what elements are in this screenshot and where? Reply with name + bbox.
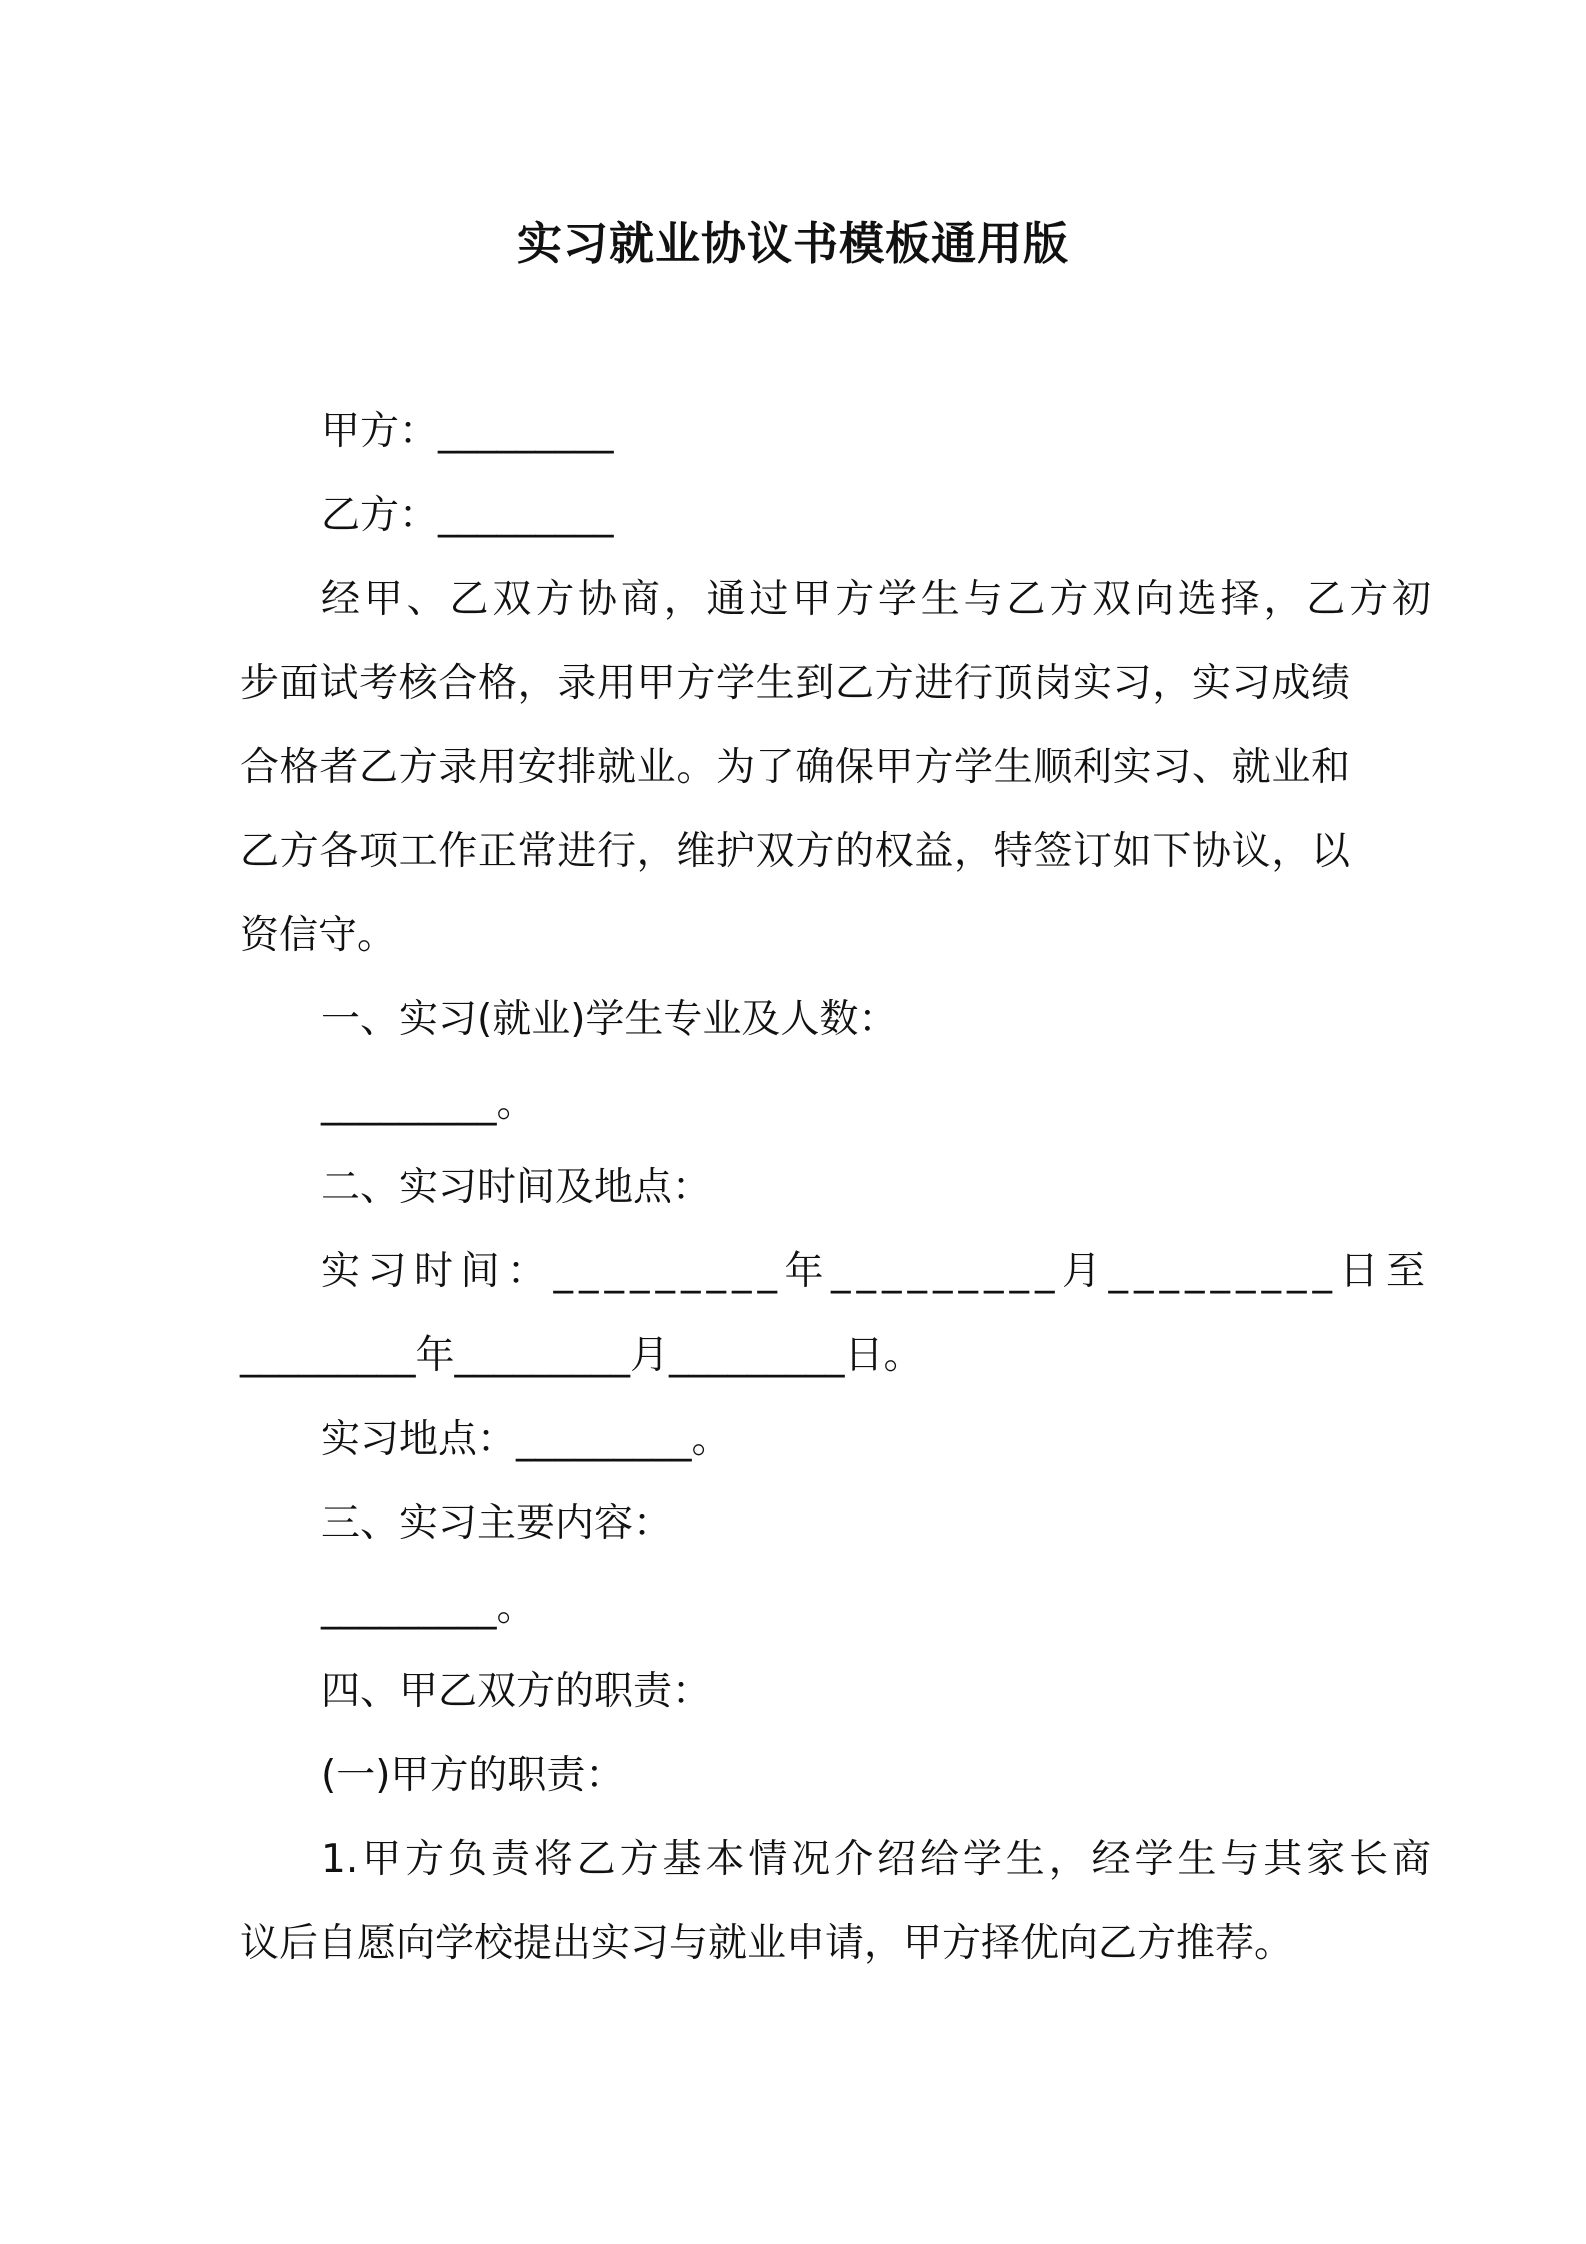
preamble-line-3: 合格者乙方录用安排就业。为了确保甲方学生顺利实习、就业和 bbox=[240, 745, 1350, 790]
preamble-line-5: 资信守。 bbox=[240, 913, 397, 958]
section-1-blank: _________。 bbox=[321, 1081, 536, 1126]
section-1-heading: 一、实习(就业)学生专业及人数： bbox=[321, 997, 898, 1042]
duty-1-line-1: 1.甲方负责将乙方基本情况介绍给学生，经学生与其家长商 bbox=[321, 1837, 1431, 1882]
section-2-heading: 二、实习时间及地点： bbox=[321, 1165, 712, 1210]
party-b-line: 乙方：_________ bbox=[321, 493, 614, 538]
duty-1-line-2: 议后自愿向学校提出实习与就业申请，甲方择优向乙方推荐。 bbox=[240, 1921, 1294, 1966]
section-4-heading: 四、甲乙双方的职责： bbox=[321, 1669, 712, 1714]
preamble-line-1: 经甲、乙双方协商，通过甲方学生与乙方双向选择，乙方初 bbox=[321, 577, 1431, 622]
internship-time-line-1: 实习时间：_________年_________月_________日至 bbox=[321, 1249, 1431, 1294]
internship-time-line-2: _________年_________月_________日。 bbox=[240, 1333, 923, 1378]
internship-location-line: 实习地点：_________。 bbox=[321, 1417, 731, 1462]
party-a-line: 甲方：_________ bbox=[321, 409, 614, 454]
preamble-line-2: 步面试考核合格，录用甲方学生到乙方进行顶岗实习，实习成绩 bbox=[240, 661, 1350, 706]
preamble-line-4: 乙方各项工作正常进行，维护双方的权益，特签订如下协议，以 bbox=[240, 829, 1350, 874]
section-3-heading: 三、实习主要内容： bbox=[321, 1501, 673, 1546]
section-3-blank: _________。 bbox=[321, 1585, 536, 1630]
document-title: 实习就业协议书模板通用版 bbox=[516, 217, 1069, 270]
party-a-duties-heading: (一)甲方的职责： bbox=[321, 1753, 625, 1798]
